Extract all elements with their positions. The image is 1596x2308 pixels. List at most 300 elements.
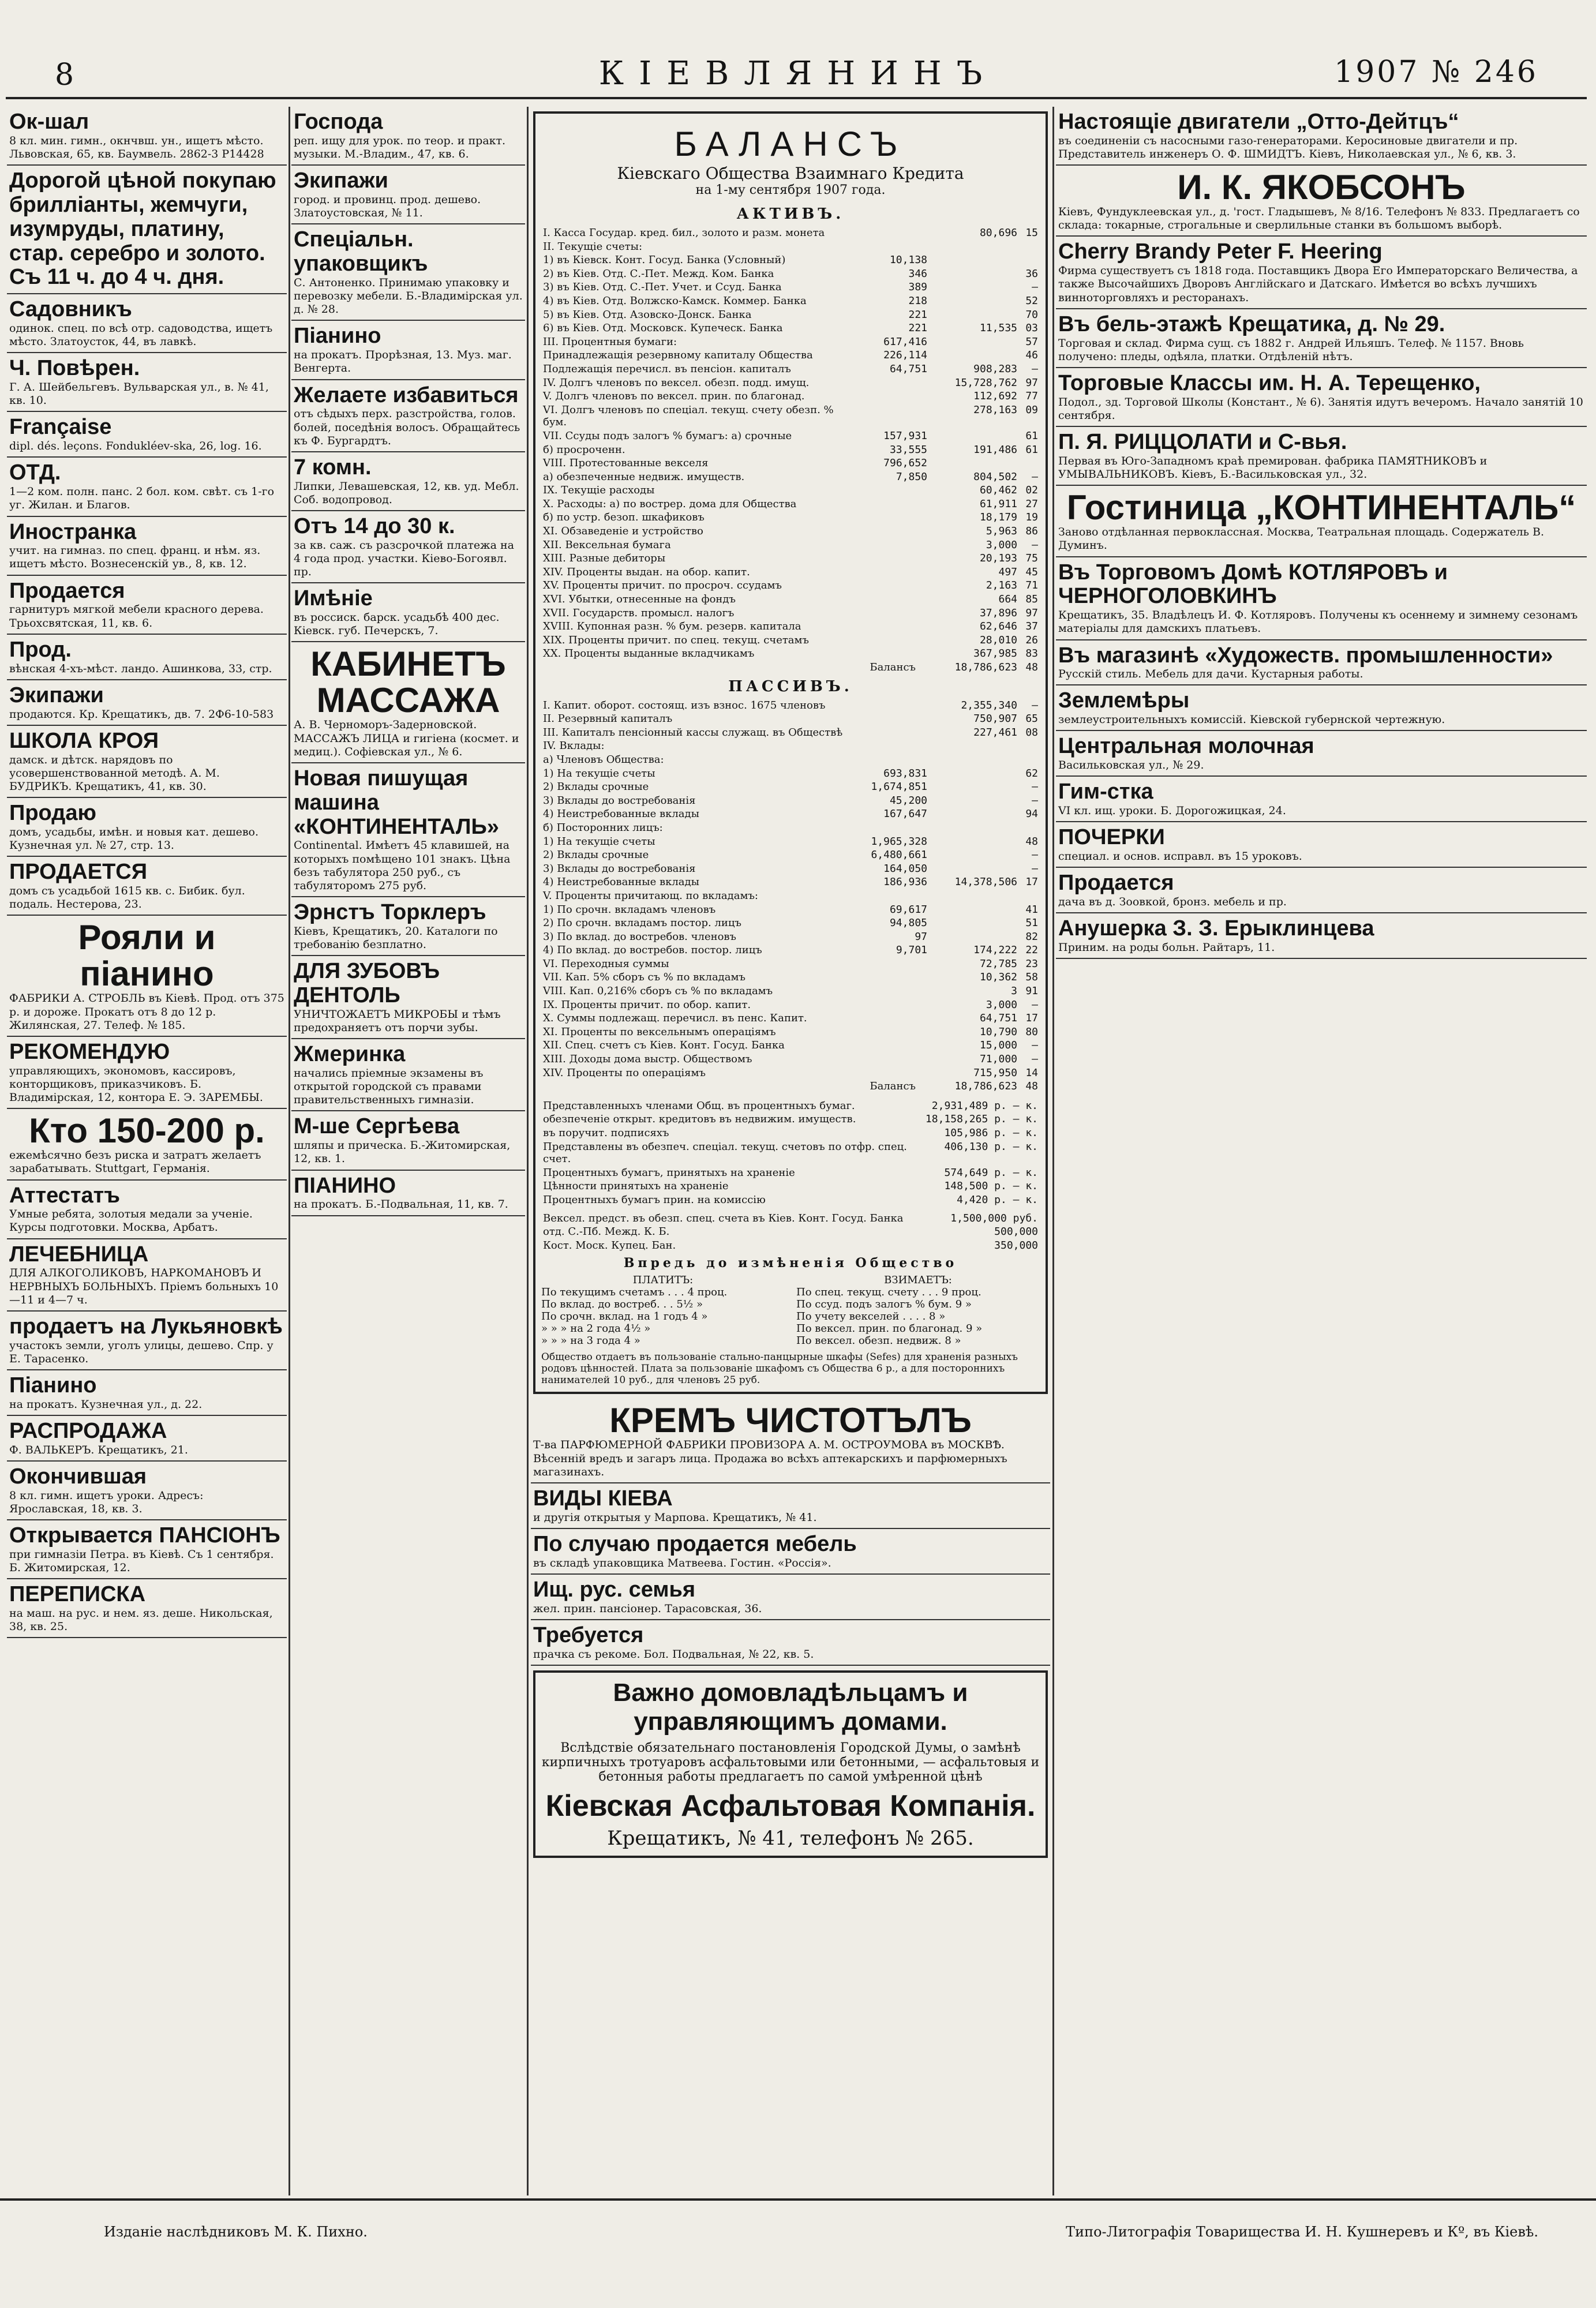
row-label: XIII. Доходы дома выстр. Обществомъ [543,1053,752,1066]
ad-text: 8 кл. гимн. ищетъ уроки. Адресъ: Ярославская, 18, кв. 3. [9,1489,204,1515]
ad-text: ежемѣсячно безъ риска и затратъ желаетъ зарабатывать. Stuttgart, Германія. [9,1149,261,1175]
classified-ad [531,1620,1050,1666]
ad-text: Г. А. Шейбельгевъ. Вульварская ул., в. № 41, кв. 10. [9,381,269,407]
row-label: VII. Ссуды подъ залогъ % бумагъ: а) срочные [543,429,792,442]
row-total: 18,179 [979,511,1017,524]
row-kop [1019,456,1040,470]
note-value: 406,130 р. — к. [944,1140,1038,1153]
ad-headline: И. К. ЯКОБСОНЪ [1177,168,1466,207]
row-sub [856,1039,929,1052]
page-number: 8 [55,58,74,92]
table-row [541,1025,1040,1039]
table-row [541,943,1040,957]
row-total [929,753,1019,767]
row-label: VII. Кап. 5% сборъ съ % по вкладамъ [543,971,745,984]
table-row [541,470,1040,484]
table-row [541,1080,1040,1093]
classified-ad [1056,368,1587,427]
row-total [929,916,1019,930]
row-kop: — [1032,1039,1038,1052]
table-row [541,294,1040,308]
ad-text: прачка съ рекоме. Бол. Подвальная, № 22, кв. 5. [533,1647,814,1661]
classified-ad [291,642,525,763]
ad-headline: Гим-стка [1058,780,1153,804]
row-kop: 46 [1025,349,1038,362]
table-row [541,1179,1040,1193]
classified-ad [7,916,287,1037]
row-sub [856,484,929,497]
table-row [541,1052,1040,1066]
row-kop: 15 [1025,227,1038,239]
table-row [541,634,1040,647]
row-total [929,280,1019,294]
table-row [541,971,1040,984]
table-row [541,767,1040,781]
note-label: Вексел. предст. въ обезп. спец. счета въ Кіев. Конт. Госуд. Банка [543,1212,904,1224]
row-sub [856,226,929,240]
balance-date: на 1-му сентября 1907 года. [695,183,886,197]
row-label: б) Посторонних лицъ: [543,821,663,834]
ad-text: продаются. Кр. Крещатикъ, дв. 7. 2Ф6-10-583 [9,707,274,721]
column-3-ads [531,1399,1050,1665]
rate-line: По ссуд. подъ залогъ % бум. 9 » [796,1298,972,1311]
table-row [541,984,1040,998]
row-kop [1019,889,1040,903]
row-label: III. Процентныя бумаги: [543,335,677,348]
row-kop: 86 [1025,525,1038,538]
row-sub: 346 [908,267,927,280]
table-row [541,1225,1040,1239]
row-label: 4) Неистребованные вклады [543,876,699,889]
note-label: Представленныхъ членами Общ. въ процентныхъ бумаг. [543,1099,855,1112]
row-total [929,429,1019,443]
ad-text: Торговая и склад. Фирма сущ. съ 1882 г. Андрей Ильяшъ. Телеф. № 1157. Вновь получено: пледы, одѣяла, платки. Отдѣленій нѣтъ. [1058,336,1524,363]
classified-ad [1056,685,1587,731]
balance-sheet [533,111,1048,1394]
ad-headline: Въ бель-этажѣ Крещатика, д. № 29. [1058,312,1445,336]
row-total [929,335,1019,349]
classified-ad [7,166,287,294]
ad-headline: Продается [9,578,125,603]
row-total: 15,728,762 [954,376,1017,389]
note-label: обезпеченіе открыт. кредитовъ въ недвижим. имуществ. [543,1113,856,1126]
row-kop: 19 [1025,511,1038,524]
row-kop [1019,240,1040,254]
row-sub [856,403,929,429]
row-kop: 17 [1025,1012,1038,1025]
row-label: 2) Вклады срочные [543,849,649,861]
table-row [541,835,1040,849]
table-row [541,240,1040,254]
row-total: 3,000 [986,998,1017,1011]
row-sub [856,1025,929,1039]
row-kop: 70 [1025,308,1038,321]
classified-ad [1056,777,1587,822]
row-sub [856,889,929,903]
classified-ad [291,511,525,583]
row-total [929,794,1019,808]
rates-note: Общество отдаетъ въ пользованіе стально-панцырные шкафы (Sefes) для храненія разныхъ родовъ цѣнностей. Плата за пользованіе шкафомъ съ Общества 6 р., а для постороннихъ нанимателей 10 руб., для членовъ 25 руб. [541,1351,1018,1387]
row-total: 227,461 [973,726,1017,739]
row-kop: — [1032,699,1038,711]
ad-headline: Ок-шал [9,110,89,134]
row-sub: 10,138 [889,254,927,267]
issue-date: 1907 № 246 [1334,55,1538,89]
ad-text: dipl. dés. leçons. Fondukléev-ska, 26, log. 16. [9,440,262,453]
row-sub: 94,805 [889,917,927,930]
ad-headline: Господа [294,110,383,134]
note-label: отд. С.-Пб. Межд. К. Б. [543,1226,670,1238]
row-sub [856,1011,929,1025]
ad-text: домъ съ усадьбой 1615 кв. с. Бибик. бул. подаль. Нестерова, 23. [9,884,245,911]
rates-pays [541,1274,785,1347]
ad-text: дача въ д. Зоовкой, бронз. мебель и пр. [1058,896,1287,909]
classified-ad [7,1416,287,1462]
row-total: 72,785 [979,957,1017,970]
table-row [541,1193,1040,1207]
row-total [929,456,1019,470]
row-kop: 23 [1025,957,1038,970]
classified-ad [291,1171,525,1216]
row-label: 1) въ Кіевск. Конт. Госуд. Банка (Условный) [543,254,786,267]
table-row [541,807,1040,821]
rate-line: По учету векселей . . . . 8 » [796,1310,946,1323]
row-label: IV. Долгъ членовъ по вексел. обезп. подд. имущ. [543,376,810,389]
classified-ad [291,380,525,452]
row-total: 664 [998,593,1017,606]
row-sub: 69,617 [889,903,927,916]
classified-ad [7,1520,287,1579]
rates-right-list [796,1286,1040,1347]
table-row [541,253,1040,267]
ad-text: город. и провинц. прод. дешево. Златоустовская, № 11. [294,193,481,220]
row-sub [856,240,929,254]
row-total [929,267,1019,281]
ad-headline: ПОЧЕРКИ [1058,825,1165,850]
ad-text: на прокатъ. Кузнечная ул., д. 22. [9,1397,203,1411]
passive-total [541,1080,1040,1093]
ad-headline: ВИДЫ КІЕВА [533,1486,673,1511]
classified-ad [1056,640,1587,686]
ad-headline: Въ магазинѣ «Художеств. промышленности» [1058,643,1553,668]
ad-text: отъ сѣдыхъ перх. разстройства, голов. болей, поседѣнія волосъ. Обращайтесь къ Ф. Бургардтъ. [294,407,520,447]
ad-text: одинок. спец. по всѣ отр. садоводства, ищетъ мѣсто. Златоусток, 44, въ лавкѣ. [9,321,273,349]
row-sub [856,620,929,634]
table-row [541,848,1040,862]
row-sub: 1,965,328 [871,835,927,848]
ad-headline: Кто 150-200 р. [29,1111,265,1151]
row-total: 11,535 [979,322,1017,335]
table-row [541,321,1040,335]
newspaper-title: КІЕВЛЯНИНЪ [598,55,998,92]
row-total: 60,462 [979,484,1017,497]
row-sub [856,593,929,606]
table-row [541,661,1040,675]
row-label: VI. Переходныя суммы [543,957,669,970]
row-label: 2) въ Кіев. Отд. С.-Пет. Межд. Ком. Банка [543,267,774,280]
ad-headline: ДЛЯ ЗУБОВЪ ДЕНТОЛЬ [294,959,440,1007]
row-kop: 52 [1025,294,1038,307]
row-total: 2,355,340 [961,699,1017,711]
classified-ad [7,726,287,798]
row-kop [1019,821,1040,835]
total-kop: 48 [1025,661,1038,673]
row-sub [856,998,929,1012]
row-label: XIV. Проценты по операціямъ [543,1066,706,1079]
ad-headline: М-ше Сергѣева [294,1114,460,1139]
rates-takes [796,1274,1040,1347]
note-value: 4,420 р. — к. [957,1193,1038,1206]
row-kop: 08 [1025,726,1038,739]
row-kop: 14 [1025,1066,1038,1079]
classified-ad [1056,913,1587,959]
ad-text: реп. ищу для урок. по теор. и практ. музыки. М.-Владим., 47, кв. 6. [294,134,506,160]
row-total [929,848,1019,862]
rate-line: » » » на 3 года 4 » [541,1335,640,1347]
row-sub [856,739,929,753]
ad-headline: Française [9,415,112,440]
classified-ad [531,1399,1050,1483]
classified-ad [1056,822,1587,868]
row-total [929,294,1019,308]
table-row [541,647,1040,661]
table-row [541,565,1040,579]
row-sub: 693,831 [883,767,927,780]
ad-text: Т-ва ПАРФЮМЕРНОЙ ФАБРИКИ ПРОВИЗОРА А. М. ОСТРОУМОВА въ МОСКВѢ. Вѣсенній вредъ и загаръ лица. Продажа во всѣхъ аптекарскихъ и парфюмерныхъ магазинахъ. [533,1438,1007,1478]
row-label: Подлежащія перечисл. въ пенсіон. капиталъ [543,362,791,375]
row-sub: 796,652 [883,457,927,470]
balance-title: БАЛАНСЪ [674,125,907,163]
row-kop: 17 [1025,876,1038,889]
row-sub [856,712,929,726]
row-kop [1019,739,1040,753]
ad-headline: Отъ 14 до 30 к. [294,514,455,538]
classified-ad [291,583,525,642]
ad-headline: Піанино [294,324,381,349]
row-kop: 41 [1025,903,1038,916]
ad-headline: Жмеринка [294,1042,406,1067]
row-total: 20,193 [979,552,1017,565]
note-value: 148,500 р. — к. [944,1180,1038,1193]
row-total: 80,696 [979,227,1017,239]
row-total: 37,896 [979,606,1017,619]
row-label: XI. Обзаведеніе и устройство [543,525,703,538]
row-sub [856,647,929,661]
row-sub: 226,114 [883,349,927,362]
ad-text: Липки, Левашевская, 12, кв. уд. Мебл. Соб. водопровод. [294,479,519,506]
row-label: XI. Проценты по вексельнымъ операціямъ [543,1025,776,1038]
ad-headline: ШКОЛА КРОЯ [9,728,159,753]
ad-headline: Экипажи [294,168,388,193]
row-label: 3) въ Кіев. Отд. С.-Пет. Учет. и Ссуд. Банка [543,281,782,294]
row-kop: 45 [1025,565,1038,578]
column-1 [7,107,287,2195]
table-row [541,579,1040,593]
table-row [541,1166,1040,1180]
row-label: XIX. Проценты причит. по спец. текущ. счетамъ [543,634,809,646]
row-total: 10,790 [979,1025,1017,1038]
row-label: XII. Вексельная бумага [543,538,671,551]
row-total: 804,502 [973,470,1017,483]
ad-text: шляпы и прическа. Б.-Житомирская, 12, кв. 1. [294,1139,511,1166]
ad-text: на маш. на рус. и нем. яз. деше. Никольская, 38, кв. 25. [9,1607,273,1633]
row-sub: 218 [908,294,927,307]
row-total: 367,985 [973,647,1017,660]
row-kop: 57 [1025,335,1038,348]
asphalt-headline: Важно домовладѣльцамъ и управляющимъ домами. [613,1678,968,1736]
row-total: 278,163 [973,403,1017,416]
ad-text: Кіевъ, Фундуклеевская ул., д. 'гост. Гладышевъ, № 8/16. Телефонъ № 833. Предлагаетъ со склада: токарные, строгальные и сверлильные станки въ большомъ выборѣ. [1058,205,1580,232]
table-row [541,226,1040,240]
ad-text: УНИЧТОЖАЕТЪ МИКРОБЫ и тѣмъ предохраняетъ отъ порчи зубы. [294,1007,501,1034]
row-total: 191,486 [973,443,1017,456]
row-kop: 97 [1025,376,1038,389]
classified-ad [1056,427,1587,486]
table-row [541,1239,1040,1253]
classified-ad [291,107,525,166]
table-row [541,456,1040,470]
row-label: XII. Спец. счетъ съ Кіев. Конт. Госуд. Банка [543,1039,785,1052]
ad-text: и другія открытыя у Марпова. Крещатикъ, № 41. [533,1511,817,1524]
row-total [929,821,1019,835]
table-row [541,1212,1040,1226]
row-sub [856,726,929,740]
row-total [929,835,1019,849]
rate-line: По вклад. до востреб. . . 5½ » [541,1298,703,1311]
ad-headline: П. Я. РИЦЦОЛАТИ и С-вья. [1058,430,1347,455]
classified-ad [1056,868,1587,913]
row-sub [856,821,929,835]
ad-headline: Продаю [9,801,96,826]
ad-headline: Эрнстъ Торклеръ [294,900,486,925]
row-sub: 64,751 [889,362,927,375]
ad-headline: Продается [1058,871,1174,896]
row-sub [856,1066,929,1080]
table-row [541,794,1040,808]
classified-ad [7,1109,287,1180]
balance-subtitle: Кіевскаго Общества Взаимнаго Кредита [617,164,964,183]
rate-line: По спец. текущ. счету . . . 9 проц. [796,1286,981,1299]
row-label: XVII. Государств. промысл. налогъ [543,606,735,619]
table-row [541,739,1040,753]
total-kop: 48 [1025,1080,1038,1093]
classified-ad [7,1312,287,1370]
classified-ad [291,956,525,1039]
row-label: 4) Неистребованные вклады [543,808,699,820]
row-label: а) обезпеченные недвиж. имуществ. [543,470,745,483]
row-sub: 7,850 [896,470,927,483]
ad-text: въ складѣ упаковщика Матвеева. Гостин. «Россія». [533,1556,831,1569]
row-kop [1019,253,1040,267]
row-sub [856,524,929,538]
table-row [541,267,1040,281]
row-label: 4) По вклад. до востребов. постор. лицъ [543,944,762,957]
table-row [541,821,1040,835]
ad-text: учит. на гимназ. по спец. франц. и нѣм. яз. ищетъ мѣсто. Вознесенскій ув., 8, кв. 12. [9,544,261,571]
classified-ad [291,321,525,380]
ad-headline: ПРОДАЕТСЯ [9,860,148,885]
table-row [541,524,1040,538]
table-row [541,443,1040,457]
table-row [541,957,1040,971]
classified-ad [7,517,287,576]
ad-text: С. Антоненко. Принимаю упаковку и перевозку мебели. Б.-Владимірская ул. д. № 28. [294,276,523,316]
ad-text: Фирма существуетъ съ 1818 года. Поставщикъ Двора Его Императорскаго Величества, а также Высочайшихъ Дворовъ Англійскаго и Датскаго. Имѣется во всѣхъ лучшихъ винноторговляхъ и ресторанахъ. [1058,264,1578,304]
row-kop: — [1032,781,1038,793]
ad-headline: Имѣніе [294,586,373,611]
row-total: 908,283 [973,362,1017,375]
table-row [541,593,1040,606]
row-total [929,739,1019,753]
table-row [541,699,1040,713]
row-total: 14,378,506 [954,876,1017,889]
ad-text: вѣнская 4-хъ-мѣст. ландо. Ашинкова, 33, стр. [9,662,272,675]
ad-text: управляющихъ, экономовъ, кассировъ, конторщиковъ, приказчиковъ. Б. Владимірская, 12, контора Е. Э. ЗАРЕМБЫ. [9,1064,263,1104]
row-sub [856,538,929,552]
row-label: XV. Проценты причит. по просроч. ссудамъ [543,579,782,592]
row-label: 1) На текущіе счеты [543,835,655,848]
row-kop: — [1032,362,1038,375]
ad-text: при гимназіи Петра. въ Кіевѣ. Съ 1 сентября. Б. Житомирская, 12. [9,1548,274,1575]
passive-table [541,699,1040,1080]
row-kop: 83 [1025,647,1038,660]
row-total: 3 [1011,985,1017,998]
row-label: IX. Проценты причит. по обор. капит. [543,998,751,1011]
row-sub [856,579,929,593]
note-value: 1,500,000 руб. [950,1212,1038,1224]
row-label: б) просроченн. [543,443,625,456]
column-3 [531,107,1050,2195]
ad-headline: Экипажи [9,683,104,707]
table-row [541,620,1040,634]
note-label: Процентныхъ бумагъ, принятыхъ на храненіе [543,1166,795,1179]
table-row [541,606,1040,620]
row-label: XVI. Убытки, отнесенные на фондъ [543,593,736,606]
header-rule [6,97,1587,99]
classified-ad [7,1239,287,1312]
row-total [929,889,1019,903]
printer: Типо-Литографія Товарищества И. Н. Кушнеревъ и Кº, въ Кіевѣ. [1066,2224,1538,2240]
ad-headline: КАБИНЕТЪ МАССАЖА [310,645,506,720]
table-row [541,1011,1040,1025]
row-kop: 62 [1025,767,1038,780]
row-sub: 157,931 [883,429,927,442]
classified-ad [7,1037,287,1109]
row-sub: 389 [908,281,927,294]
total-label: Балансъ [870,661,916,673]
ad-headline: По случаю продается мебель [533,1531,857,1556]
classified-ad [7,798,287,857]
ad-headline: Анушерка З. З. Ерыклинцева [1058,916,1374,941]
table-row [541,712,1040,726]
ad-text: Заново отдѣланная первоклассная. Москва, Театральная площадь. Содержатель В. Думинъ. [1058,526,1545,552]
row-sub [856,606,929,620]
table-row [541,349,1040,362]
row-kop: — [1032,281,1038,294]
row-sub: 97 [915,930,927,943]
ad-text: Крещатикъ, 35. Владѣлецъ И. Ф. Котляровъ. Получены къ осеннему и зимнему сезонамъ матеріалы для дамскихъ платьевъ. [1058,609,1578,635]
ad-text: специал. и основ. исправл. въ 15 уроковъ. [1058,850,1302,863]
table-row [541,497,1040,511]
row-sub [856,699,929,713]
classified-ad [1056,486,1587,557]
table-row [541,726,1040,740]
row-total [929,308,1019,322]
row-kop: 85 [1025,593,1038,606]
row-kop: 71 [1025,579,1038,592]
rate-line: По вексел. обезп. недвиж. 8 » [796,1335,961,1347]
ad-text: ДЛЯ АЛКОГОЛИКОВЪ, НАРКОМАНОВЪ И НЕРВНЫХЪ БОЛЬНЫХЪ. Пріемъ больныхъ 10—11 и 4—7 ч. [9,1267,279,1306]
